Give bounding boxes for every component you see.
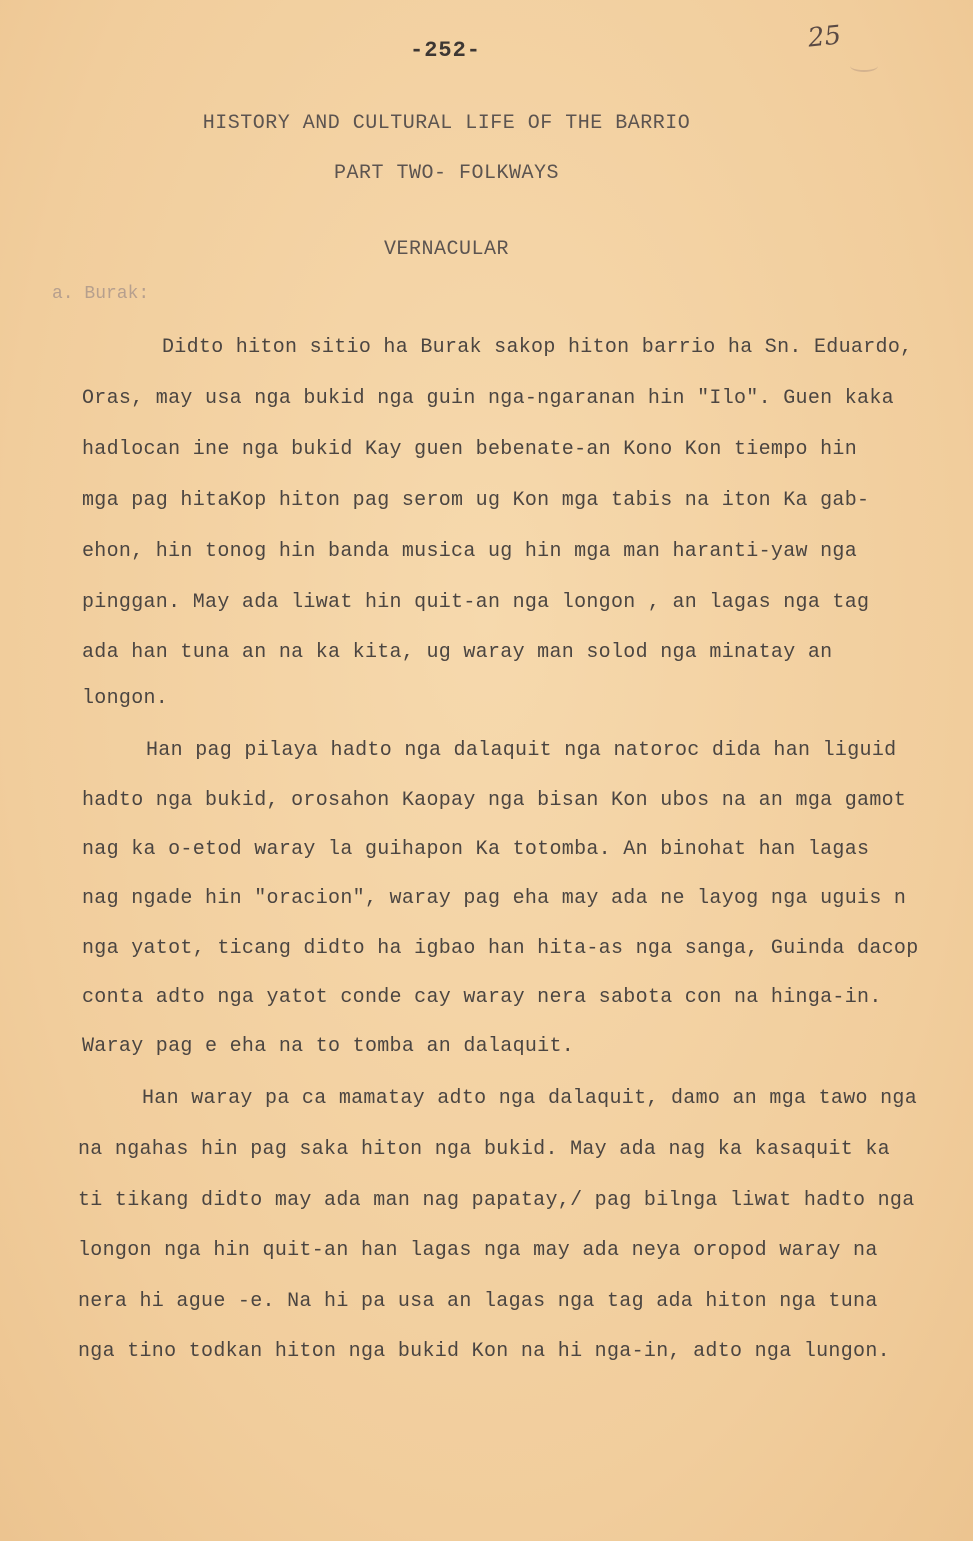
text-line: conta adto nga yatot conde cay waray nera sabota con na hinga-in.	[82, 986, 882, 1009]
text-line: nag ngade hin "oracion", waray pag eha may ada ne layog nga uguis n	[82, 887, 907, 910]
text-line: pinggan. May ada liwat hin quit-an nga longon , an lagas nga tag	[82, 591, 870, 614]
text-line: Han waray pa ca mamatay adto nga dalaquit, damo an mga tawo nga	[142, 1087, 918, 1110]
text-line: nag ka o-etod waray la guihapon Ka totomba. An binohat han lagas	[82, 838, 870, 861]
text-line: ti tikang didto may ada man nag papatay,/ pag bilnga liwat hadto nga	[78, 1189, 915, 1212]
text-line: hadlocan ine nga bukid Kay guen bebenate-an Kono Kon tiempo hin	[82, 438, 858, 461]
pencil-mark	[850, 60, 878, 72]
faint-subsection-label: a. Burak:	[52, 284, 150, 304]
text-line: mga pag hitaKop hiton pag serom ug Kon mga tabis na iton Ka gab-	[82, 489, 870, 512]
part-heading: PART TWO- FOLKWAYS	[333, 162, 560, 185]
text-line: ehon, hin tonog hin banda musica ug hin mga man haranti-yaw nga	[82, 540, 858, 563]
text-line: nga yatot, ticang didto ha igbao han hita-as nga sanga, Guinda dacop	[82, 937, 919, 960]
document-title: HISTORY AND CULTURAL LIFE OF THE BARRIO	[202, 112, 691, 135]
text-line: longon nga hin quit-an han lagas nga may ada neya oropod waray na	[78, 1239, 878, 1262]
text-line: hadto nga bukid, orosahon Kaopay nga bisan Kon ubos na an mga gamot	[82, 789, 907, 812]
section-heading: VERNACULAR	[383, 238, 510, 261]
text-line: Waray pag e eha na to tomba an dalaquit.	[82, 1035, 575, 1058]
text-line: Didto hiton sitio ha Burak sakop hiton barrio ha Sn. Eduardo,	[162, 336, 913, 359]
text-line: Oras, may usa nga bukid nga guin nga-ngaranan hin "Ilo". Guen kaka	[82, 387, 894, 410]
text-line: longon.	[82, 687, 169, 710]
text-line: nera hi ague -e. Na hi pa usa an lagas nga tag ada hiton nga tuna	[78, 1290, 878, 1313]
text-line: ada han tuna an na ka kita, ug waray man solod nga minatay an	[82, 641, 833, 664]
text-line: na ngahas hin pag saka hiton nga bukid. May ada nag ka kasaquit ka	[78, 1138, 890, 1161]
handwritten-page-number: 25	[806, 20, 843, 54]
text-line: nga tino todkan hiton nga bukid Kon na hi nga-in, adto nga lungon.	[78, 1340, 890, 1363]
text-line: Han pag pilaya hadto nga dalaquit nga natoroc dida han liguid	[146, 739, 897, 762]
page-number: -252-	[410, 38, 482, 63]
